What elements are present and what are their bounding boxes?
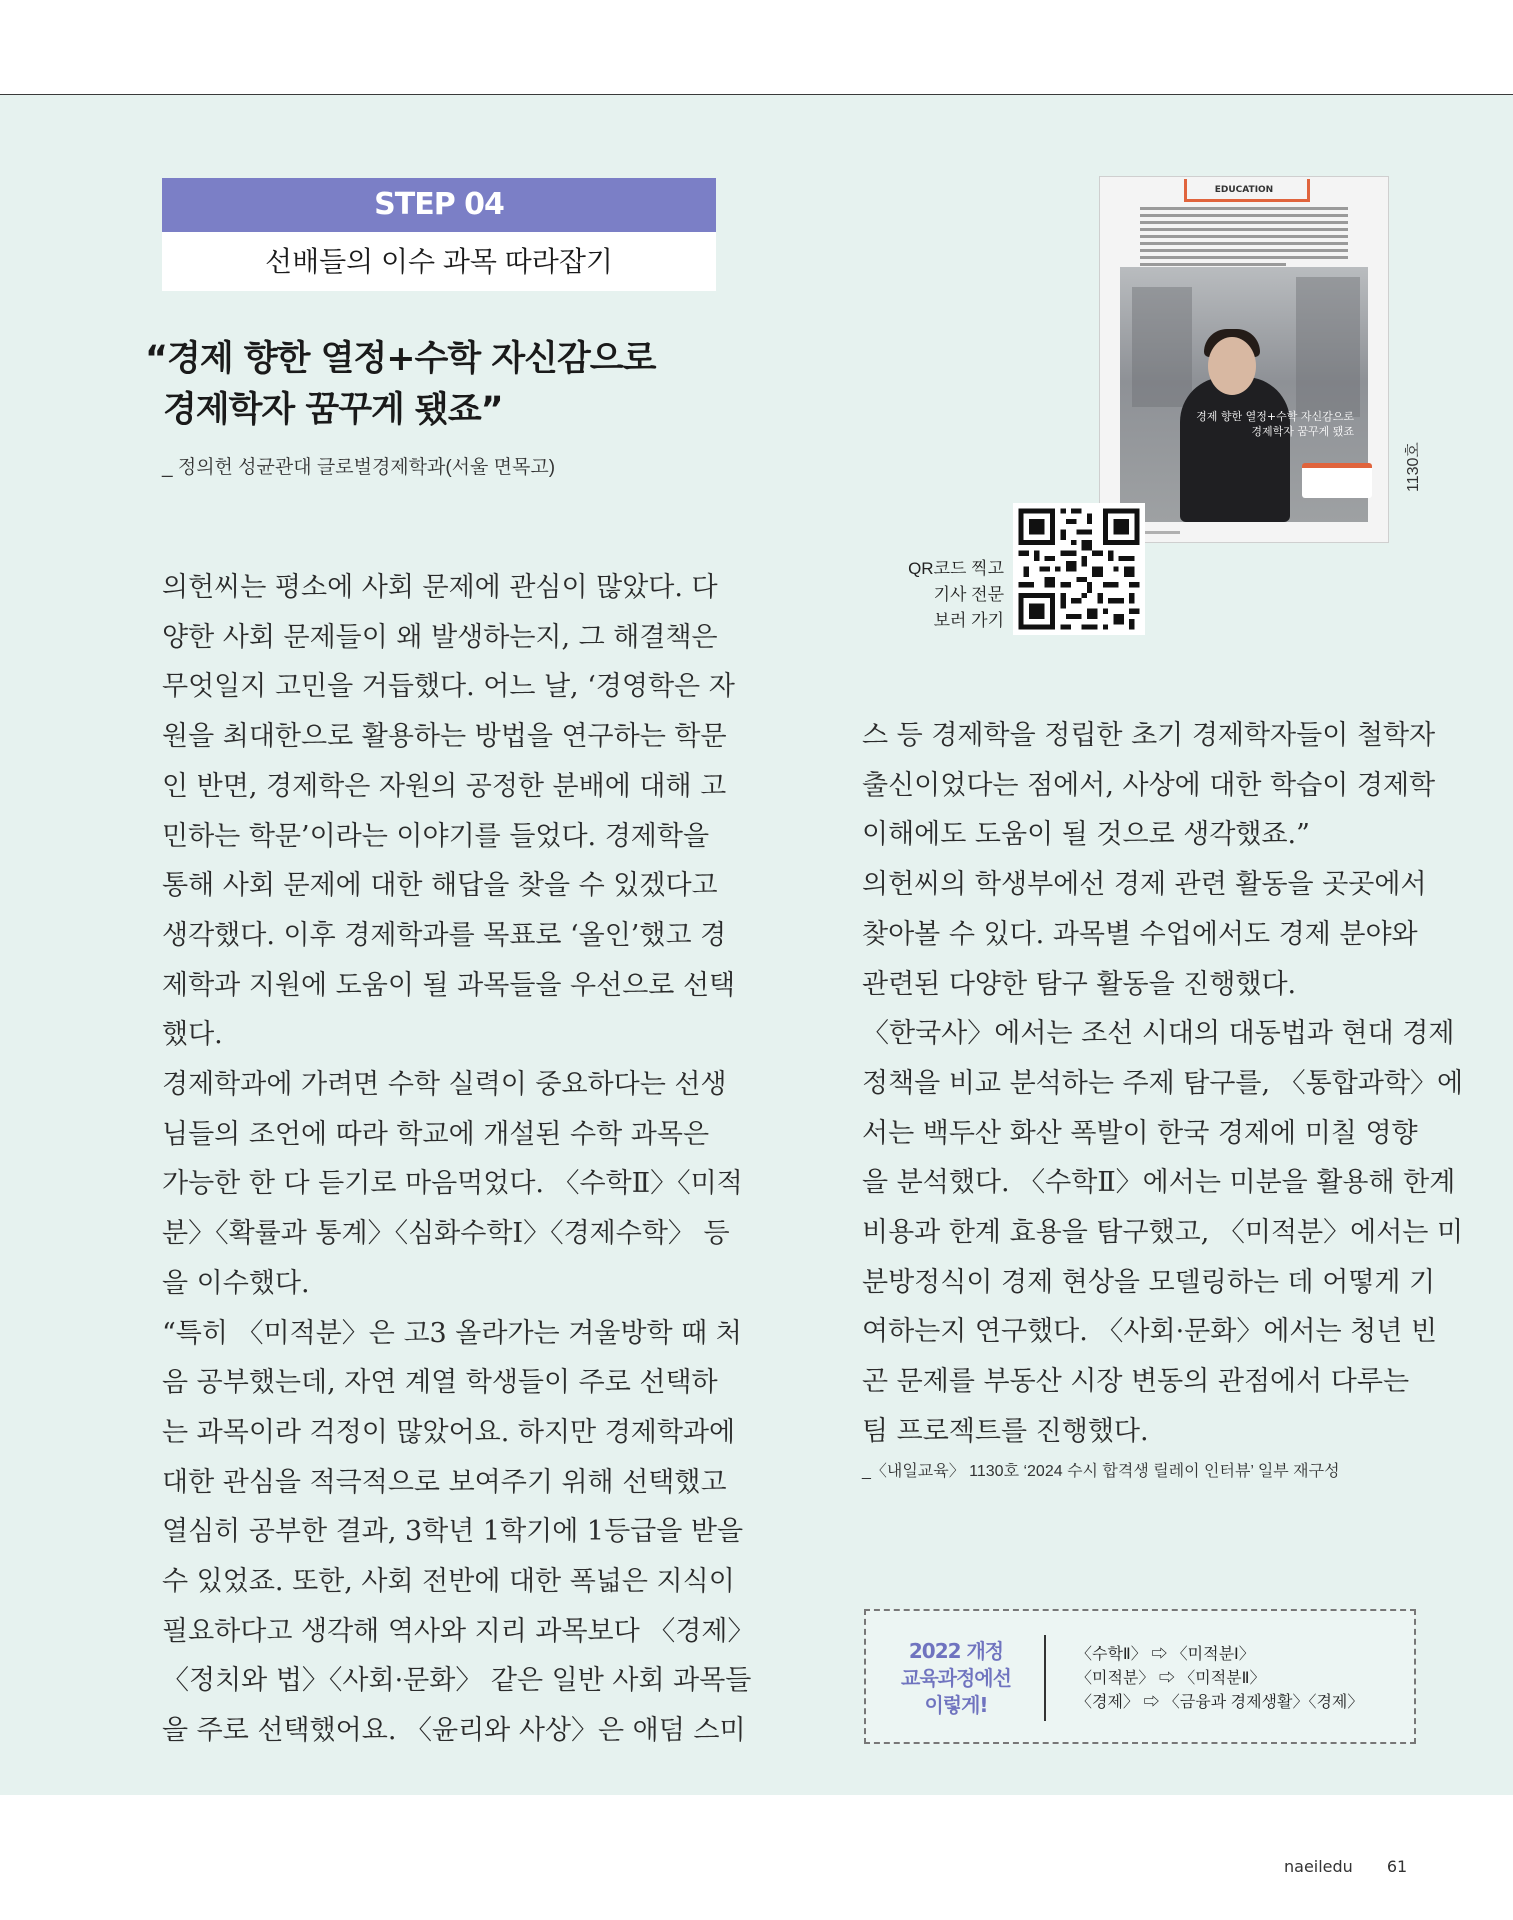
qr-code-icon[interactable] — [1013, 503, 1145, 635]
byline: _ 정의헌 성균관대 글로벌경제학과(서울 면목고) — [162, 457, 556, 478]
curriculum-item: 〈미적분〉 ⇨ 〈미적분Ⅱ〉 — [1076, 1670, 1266, 1687]
body-line: 통해 사회 문제에 대한 해답을 찾을 수 있겠다고 — [162, 870, 718, 902]
article-headline — [145, 334, 845, 436]
headline-line-1: “경제 향한 열정+수학 자신감으로 — [145, 339, 656, 379]
curriculum-item: 〈경제〉 ⇨ 〈금융과 경제생활〉〈경제〉 — [1076, 1694, 1364, 1711]
magazine-thumbnail[interactable] — [1099, 176, 1389, 543]
body-line: 여하는지 연구했다. 〈사회·문화〉에서는 청년 빈 — [862, 1316, 1437, 1348]
body-line: 했다. — [162, 1019, 223, 1051]
curriculum-box — [864, 1609, 1416, 1744]
body-line: 이해에도 도움이 될 것으로 생각했죠.” — [862, 819, 1310, 851]
body-line: 의헌씨의 학생부에선 경제 관련 활동을 곳곳에서 — [862, 869, 1427, 901]
magazine-section-label: EDUCATION — [1214, 185, 1274, 195]
body-line: 대한 관심을 적극적으로 보여주기 위해 선택했고 — [162, 1466, 727, 1498]
curriculum-list — [1076, 1643, 1363, 1715]
page-number: 61 — [1386, 1857, 1408, 1876]
body-line: 가능한 한 다 듣기로 마음먹었다. 〈수학Ⅱ〉〈미적 — [162, 1168, 743, 1200]
body-line: 음 공부했는데, 자연 계열 학생들이 주로 선택하 — [162, 1367, 718, 1399]
body-line: 민하는 학문’이라는 이야기를 들었다. 경제학을 — [162, 820, 710, 852]
magazine-text-lines — [1140, 207, 1348, 270]
body-line: 수 있었죠. 또한, 사회 전반에 대한 폭넓은 지식이 — [162, 1566, 735, 1598]
body-line: 의헌씨는 평소에 사회 문제에 관심이 많았다. 다 — [162, 572, 718, 603]
page-footer — [1284, 1857, 1407, 1876]
body-line: 인 반면, 경제학은 자원의 공정한 분배에 대해 고 — [162, 770, 727, 802]
magazine-caption: 경제 향한 열정+수학 자신감으로 경제학자 꿈꾸게 됐죠 — [1196, 410, 1354, 438]
curriculum-title: 2022 개정 교육과정에선 이렇게! — [901, 1639, 1011, 1717]
step-box — [162, 178, 716, 291]
body-line: 원을 최대한으로 활용하는 방법을 연구하는 학문 — [162, 721, 727, 753]
name-tag — [1302, 463, 1372, 498]
issue-number: 1130호 — [1405, 442, 1422, 492]
body-line: 비용과 한계 효용을 탐구했고, 〈미적분〉에서는 미 — [862, 1217, 1464, 1249]
headline-line-2: 경제학자 꿈꾸게 됐죠” — [163, 390, 503, 430]
body-line: 스 등 경제학을 정립한 초기 경제학자들이 철학자 — [862, 720, 1436, 751]
body-line: 생각했다. 이후 경제학과를 목표로 ‘올인’했고 경 — [162, 919, 727, 951]
student-figure — [1180, 377, 1290, 522]
body-line: 곤 문제를 부동산 시장 변동의 관점에서 다루는 — [862, 1366, 1410, 1398]
curriculum-item: 〈수학Ⅱ〉 ⇨ 〈미적분Ⅰ〉 — [1076, 1646, 1255, 1663]
body-line: 〈정치와 법〉〈사회·문화〉 같은 일반 사회 과목들 — [162, 1665, 752, 1697]
body-line: 을 주로 선택했어요. 〈윤리와 사상〉은 애덤 스미 — [162, 1715, 746, 1747]
step-label: STEP 04 — [162, 178, 716, 232]
body-line: 〈한국사〉에서는 조선 시대의 대동법과 현대 경제 — [862, 1018, 1455, 1050]
body-line: 서는 백두산 화산 폭발이 한국 경제에 미칠 영향 — [862, 1117, 1418, 1149]
body-line: 팀 프로젝트를 진행했다. — [862, 1415, 1149, 1447]
body-line: 는 과목이라 걱정이 많았어요. 하지만 경제학과에 — [162, 1416, 736, 1448]
body-line: “특히 〈미적분〉은 고3 올라가는 겨울방학 때 처 — [162, 1317, 742, 1349]
body-line: 열심히 공부한 결과, 3학년 1학기에 1등급을 받을 — [162, 1516, 744, 1548]
body-line: 분방정식이 경제 현상을 모델링하는 데 어떻게 기 — [862, 1266, 1436, 1298]
body-line: 찾아볼 수 있다. 과목별 수업에서도 경제 분야와 — [862, 918, 1418, 950]
body-line: 을 이수했다. — [162, 1267, 310, 1299]
qr-label: QR코드 찍고 기사 전문 보러 가기 — [908, 559, 1004, 630]
footer-brand: naeiledu — [1284, 1857, 1353, 1876]
body-column-right — [862, 711, 1464, 1457]
body-line: 경제학과에 가려면 수학 실력이 중요하다는 선생 — [162, 1069, 727, 1101]
magazine-photo — [1120, 267, 1368, 522]
body-line: 분〉〈확률과 통계〉〈심화수학Ⅰ〉〈경제수학〉 등 — [162, 1218, 730, 1250]
body-line: 필요하다고 생각해 역사와 지리 과목보다 〈경제〉 — [162, 1615, 755, 1647]
body-line: 님들의 조언에 따라 학교에 개설된 수학 과목은 — [162, 1118, 710, 1150]
body-line: 양한 사회 문제들이 왜 발생하는지, 그 해결책은 — [162, 621, 718, 653]
source-credit: _〈내일교육〉 1130호 ‘2024 수시 합격생 릴레이 인터뷰’ 일부 재구성 — [862, 1463, 1340, 1480]
body-line: 출신이었다는 점에서, 사상에 대한 학습이 경제학 — [862, 769, 1436, 801]
body-column-left — [162, 563, 755, 1756]
curriculum-divider — [1044, 1635, 1046, 1721]
body-line: 관련된 다양한 탐구 활동을 진행했다. — [862, 968, 1297, 1000]
body-line: 정책을 비교 분석하는 주제 탐구를, 〈통합과학〉에 — [862, 1067, 1464, 1099]
body-line: 제학과 지원에 도움이 될 과목들을 우선으로 선택 — [162, 969, 736, 1001]
step-subtitle: 선배들의 이수 과목 따라잡기 — [162, 232, 716, 291]
body-line: 을 분석했다. 〈수학Ⅱ〉에서는 미분을 활용해 한계 — [862, 1167, 1456, 1199]
body-line: 무엇일지 고민을 거듭했다. 어느 날, ‘경영학은 자 — [162, 671, 735, 703]
